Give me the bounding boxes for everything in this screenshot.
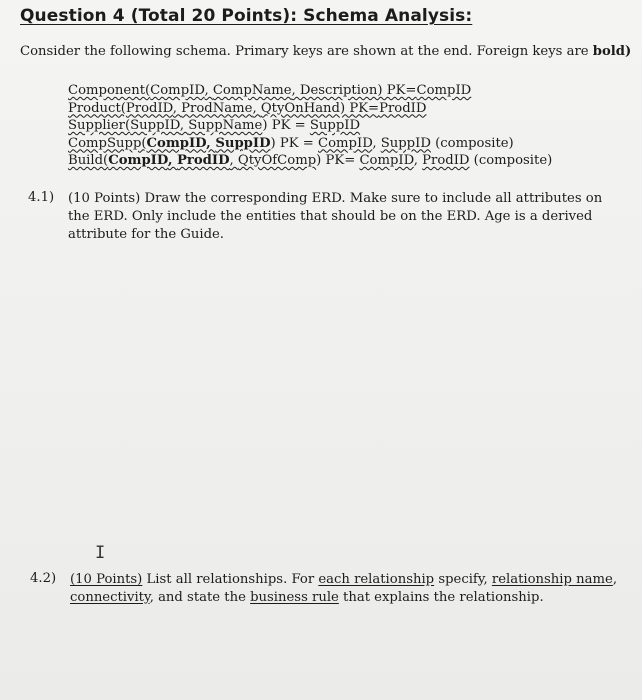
schema-product bbox=[68, 100, 552, 118]
attribute-rest: , Description) PK= bbox=[291, 83, 417, 98]
schema-compsupp bbox=[68, 135, 552, 153]
question-text-4-1: (10 Points) Draw the corresponding ERD. Make sure to include all attributes on the ERD. Only include the entities that should be on the ERD. Age is a derived attribute for the Guide. bbox=[68, 191, 603, 242]
foreign-key: SuppID bbox=[215, 135, 271, 151]
emphasis-business-rule: business rule bbox=[250, 590, 339, 605]
attribute: ProdID bbox=[125, 100, 173, 116]
relation-name: Component( bbox=[68, 83, 151, 98]
schema-component bbox=[68, 82, 552, 100]
relation-name: Build( bbox=[68, 153, 109, 168]
separator: , bbox=[172, 100, 182, 116]
text-segment: , bbox=[612, 572, 618, 587]
text-segment: List all relationships. For bbox=[142, 572, 319, 587]
attribute: CompName bbox=[212, 83, 292, 98]
primary-key: CompID bbox=[416, 83, 472, 98]
intro-text: Consider the following schema. Primary keys are shown at the end. Foreign keys are bbox=[20, 44, 593, 59]
attribute: CompID bbox=[150, 83, 205, 98]
attribute: SuppName bbox=[188, 118, 263, 133]
emphasis-each-relationship: each relationship bbox=[318, 572, 435, 587]
relation-name: Supplier( bbox=[68, 118, 131, 133]
separator: , bbox=[229, 153, 238, 168]
text-segment: specify, bbox=[434, 572, 492, 587]
primary-key: CompID bbox=[318, 135, 373, 151]
question-text-4-2 bbox=[70, 571, 620, 607]
foreign-key: CompID bbox=[108, 153, 168, 168]
attribute: ProdName bbox=[181, 100, 253, 116]
schema-list bbox=[68, 82, 552, 170]
separator: , bbox=[413, 153, 423, 168]
primary-key: ProdID bbox=[422, 153, 470, 168]
separator: , bbox=[204, 83, 213, 98]
text-segment: , and state the bbox=[149, 590, 251, 605]
attribute-rest: ) PK = bbox=[270, 135, 319, 151]
text-segment: that explains the relationship. bbox=[338, 590, 544, 605]
emphasis-connectivity: connectivity bbox=[70, 590, 150, 605]
primary-key: CompID bbox=[359, 153, 414, 168]
primary-key: SuppID bbox=[380, 135, 431, 151]
intro-bold: bold) bbox=[592, 44, 632, 59]
question-number-4-1: 4.1) bbox=[28, 190, 55, 205]
primary-key: ProdID bbox=[379, 100, 427, 116]
composite-note: (composite) bbox=[430, 135, 514, 151]
separator: , bbox=[167, 153, 178, 168]
foreign-key: CompID bbox=[146, 135, 207, 151]
separator: , bbox=[372, 135, 381, 151]
schema-build bbox=[68, 152, 552, 170]
attribute: QtyOnHand bbox=[260, 100, 340, 116]
attribute-rest: ) PK= bbox=[316, 153, 360, 168]
relation-name: Product( bbox=[68, 100, 126, 116]
emphasis-relationship-name: relationship name bbox=[491, 572, 613, 587]
primary-key: SuppID bbox=[309, 118, 361, 133]
composite-note: (composite) bbox=[469, 153, 553, 168]
points-label: (10 Points) bbox=[70, 572, 143, 587]
schema-intro bbox=[20, 44, 631, 59]
relation-name: CompSupp( bbox=[68, 135, 147, 151]
attribute-rest: ) PK = bbox=[262, 118, 310, 133]
attribute: SuppID bbox=[130, 118, 180, 133]
separator: , bbox=[206, 135, 216, 151]
schema-supplier bbox=[68, 117, 552, 135]
question-number-4-2: 4.2) bbox=[30, 571, 57, 586]
text-cursor-icon: I bbox=[95, 543, 106, 563]
question-title: Question 4 (Total 20 Points): Schema Analysis: bbox=[20, 6, 473, 26]
foreign-key: ProdID bbox=[177, 153, 230, 168]
attribute-rest: ) PK= bbox=[340, 100, 380, 116]
separator: , bbox=[179, 118, 189, 133]
separator: , bbox=[252, 100, 261, 116]
attribute: QtyOfComp bbox=[237, 153, 317, 168]
